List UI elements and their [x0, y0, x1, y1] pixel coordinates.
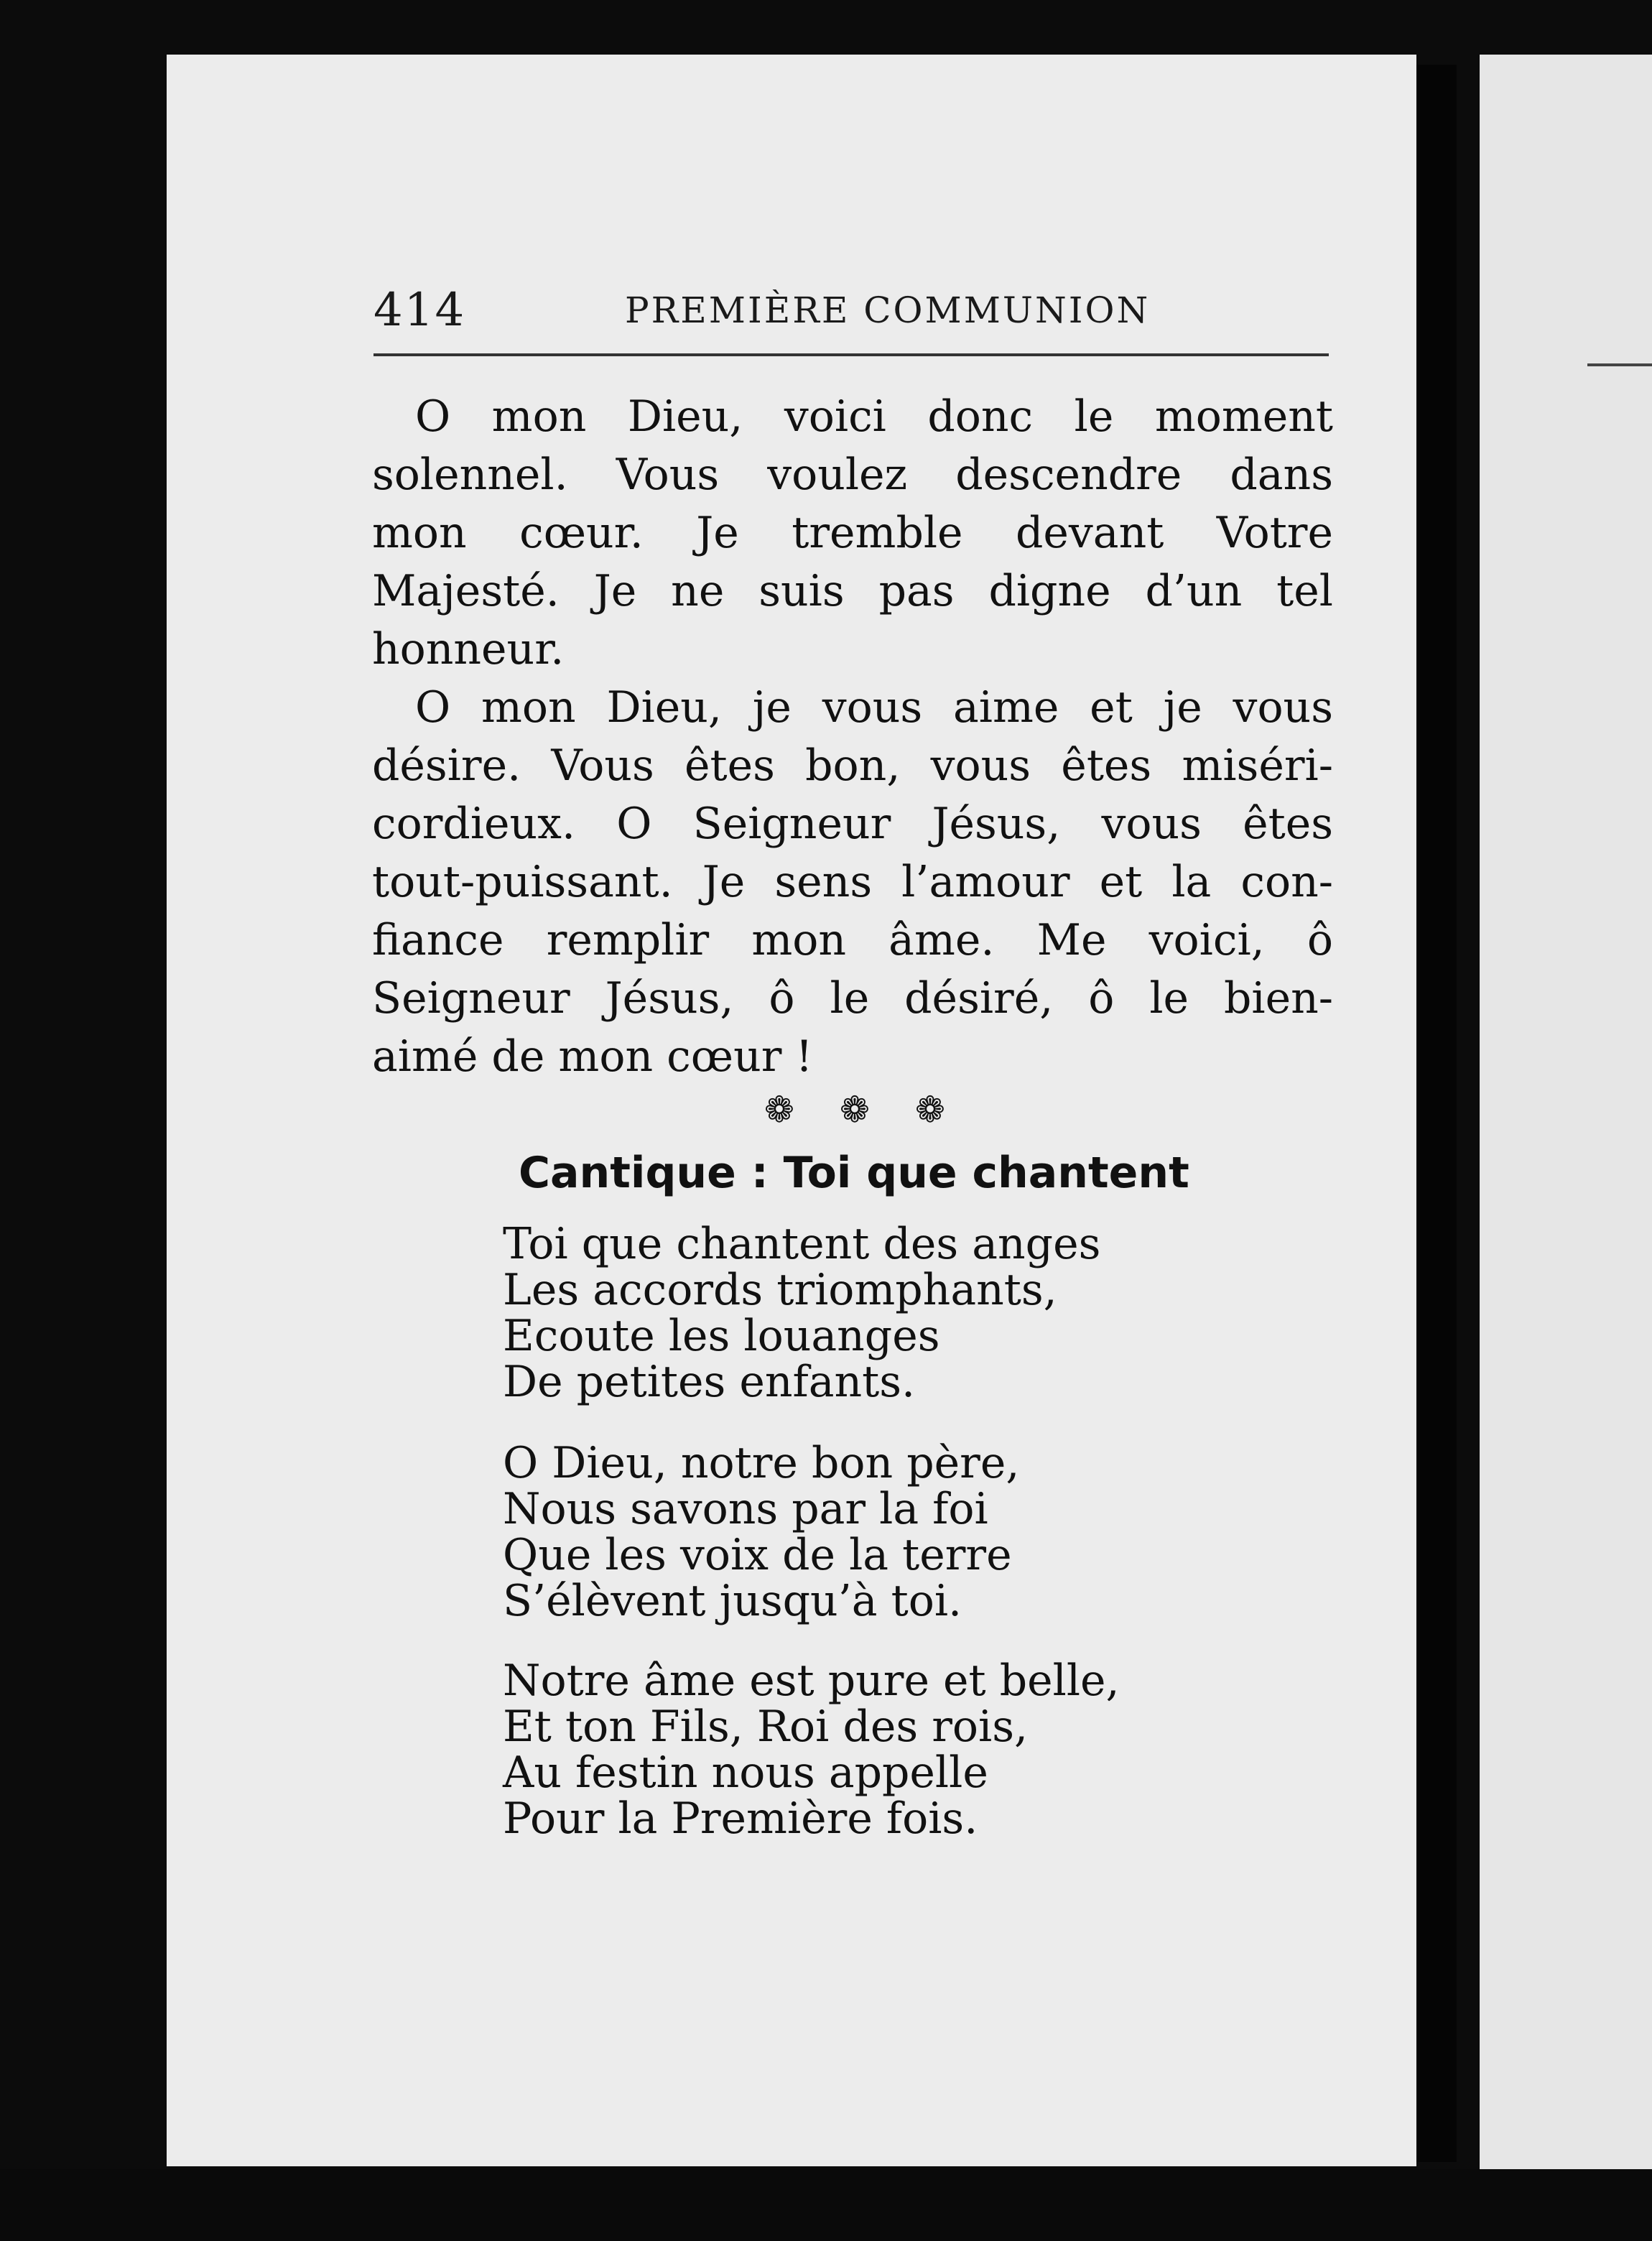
text-line: mon cœur. Je tremble devant Votre: [372, 508, 1333, 558]
prayer-paragraph-2: [372, 679, 1333, 1086]
verse-line: Au festin nous appelle: [503, 1748, 988, 1798]
text-line: O mon Dieu, voici donc le moment: [415, 391, 1333, 442]
text-line: fiance remplir mon âme. Me voici, ô: [372, 915, 1333, 965]
verse-line: Les accords triomphants,: [503, 1265, 1057, 1315]
hymn-stanza-2: [503, 1440, 1221, 1624]
facing-page-edge: [1480, 55, 1652, 2169]
verse-line: Pour la Première fois.: [503, 1794, 978, 1844]
ornament-divider: [761, 1089, 948, 1135]
prayer-paragraph-1: [372, 388, 1333, 679]
text-line: cordieux. O Seigneur Jésus, vous êtes: [372, 799, 1333, 849]
text-line: solennel. Vous voulez descendre dans: [372, 450, 1333, 500]
text-line: tout-puissant. Je sens l’amour et la con-: [372, 857, 1333, 907]
verse-line: S’élèvent jusqu’à toi.: [503, 1576, 962, 1626]
scan-border: [0, 2169, 1652, 2241]
book-gutter-shadow: [1416, 65, 1457, 2162]
text-line: Majesté. Je ne suis pas digne d’un tel: [372, 566, 1333, 616]
page-number: 414: [373, 284, 466, 337]
header-rule: [373, 353, 1329, 356]
hymn-title: Cantique : Toi que chantent: [519, 1148, 1189, 1198]
verse-line: Ecoute les louanges: [503, 1311, 940, 1361]
flower-ornament-icon: ❁: [764, 1089, 794, 1131]
verse-line: Nous savons par la foi: [503, 1484, 988, 1534]
text-line: aimé de mon cœur !: [372, 1031, 813, 1082]
page-header: [373, 284, 1329, 341]
text-line: O mon Dieu, je vous aime et je vous: [415, 682, 1333, 733]
verse-line: O Dieu, notre bon père,: [503, 1438, 1020, 1488]
flower-ornament-icon: ❁: [915, 1089, 945, 1131]
hymn-stanza-1: [503, 1221, 1221, 1405]
text-line: honneur.: [372, 624, 565, 674]
verse-line: Et ton Fils, Roi des rois,: [503, 1702, 1029, 1752]
text-line: désire. Vous êtes bon, vous êtes miséri-: [372, 741, 1333, 791]
verse-line: Toi que chantent des anges: [503, 1219, 1101, 1269]
facing-page-rule: [1587, 363, 1652, 366]
verse-line: Notre âme est pure et belle,: [503, 1656, 1120, 1706]
text-line: Seigneur Jésus, ô le désiré, ô le bien-: [372, 973, 1333, 1024]
flower-ornament-icon: ❁: [840, 1089, 870, 1131]
verse-line: Que les voix de la terre: [503, 1530, 1012, 1580]
running-title: PREMIÈRE COMMUNION: [625, 289, 1151, 331]
verse-line: De petites enfants.: [503, 1357, 916, 1407]
hymn-stanza-3: [503, 1658, 1221, 1842]
